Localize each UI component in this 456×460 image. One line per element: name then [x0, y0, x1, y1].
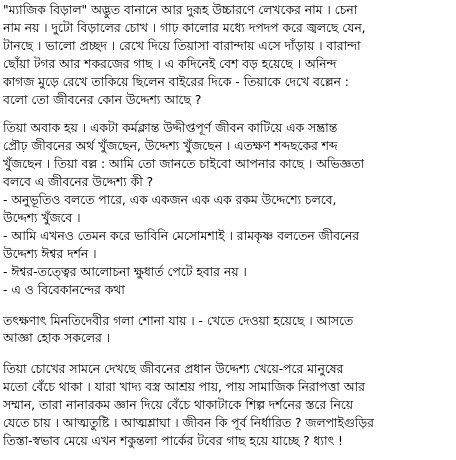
text-line: খুঁজছেন । তিয়া বল্ল : আমি তো জানতে চাইবো আপনার কাছে । অভিজ্ঞতা	[3, 157, 365, 172]
dialogue-line: - অনুভূতিও বলতে পারে, এক একজন এক এক রকম উদ্দেশ্যে চলবে,	[3, 193, 337, 208]
paragraph-spacer	[3, 348, 453, 361]
text-line: সম্মান, তারা নানারকম জ্ঞান দিয়ে বেঁচে থাকাটাকে শিল্প দর্শনের স্তরে নিয়ে	[3, 398, 353, 413]
text-line: নাম নয় । দুটো বিড়ালের চোখ । গাঢ় কালোর মধ্যে দপদপ করে জ্বলছে যেন,	[3, 20, 366, 35]
paragraph-reflection	[3, 361, 453, 451]
text-line: উদ্দেশ্য ঈশ্বর দর্শন ।	[3, 246, 97, 261]
text-line: প্রৌঢ় জীবনের অর্থ খুঁজছেন, উদ্দেশ্য খুঁজছেন । এতক্ষণ শব্দছকের শব্দ	[3, 139, 338, 154]
dialogue-line: - আমি এখনও তেমন করে ভাবিনি মেসোমশাই । রামকৃষ্ণ বলতেন জীবনের	[3, 228, 359, 243]
text-line: "ম্যাজিক বিড়াল" অদ্ভুত বানানে আর দুরূহ উচ্চারণে লেখকের নাম । চেনা	[3, 3, 358, 17]
text-line: বলো তো জীবনের কোন উদ্দেশ্য আছে ?	[3, 92, 202, 107]
dialogue-line: - এ ও বিবেকানন্দের কথা	[3, 282, 125, 297]
text-line: যেতে চায় । আত্মতুষ্টি । আত্মশ্লাঘা । জীবন কি পূর্ব নির্ধারিত ? জলপাইগুড়ির	[3, 416, 374, 431]
paragraph-intro	[3, 2, 453, 109]
text-line: তিস্তা-স্বভাব মেয়ে এখন শকুন্তলা পার্কের টবের গাছ হয়ে যাচ্ছে ? ধ্যাৎ !	[3, 433, 343, 448]
text-line: তৎক্ষণাৎ মিনতিদেবীর গলা শোনা যায় । - খেতে দেওয়া হয়েছে । আসতে	[3, 313, 354, 328]
text-line: আজ্ঞা হোক সকলের ।	[3, 331, 111, 346]
paragraph-discussion	[3, 120, 453, 299]
text-line: উদ্দেশ্য খুঁজবে ।	[3, 210, 81, 225]
paragraph-spacer	[3, 300, 453, 313]
text-line: তিয়া অবাক হয় । একটা কর্মক্লান্ত উদ্দীপ্তপূর্ণ জীবন কাটিয়ে এক সম্ভ্রান্ত	[3, 121, 338, 136]
text-line: মতো বেঁচে থাকা । যারা খাদ্য বস্ত্র আশ্রয় পায়, পায় সামাজিক নিরাপত্তা আর	[3, 380, 365, 395]
dialogue-line: - ঈশ্বর-তত্ত্বের আলোচনা ক্ষুধার্ত পেটে হবার নয় ।	[3, 264, 247, 279]
paragraph-spacer	[3, 109, 453, 120]
text-line: তিয়া চোখের সামনে দেখছে জীবনের প্রধান উদ্দেশ্য খেয়ে-পরে মানুষের	[3, 362, 344, 377]
text-line: কাগজ মুড়ে রেখে তাকিয়ে ছিলেন বাইরের দিকে - তিয়াকে দেখে বল্লেন :	[3, 74, 349, 89]
text-line: ছোঁয়া টগর আর শকরজের গাছ । এ কদিনেই বেশ বড় হয়েছে । অনিন্দ	[3, 56, 337, 71]
text-line: টানছে । ভালো প্রচ্ছদ । রেখে দিয়ে তিয়াসা বারান্দায় এসে দাঁড়ায় । বারান্দা	[3, 38, 361, 53]
text-line: বলবে এ জীবনের উদ্দেশ্য কী ?	[3, 175, 154, 190]
paragraph-call	[3, 313, 453, 349]
